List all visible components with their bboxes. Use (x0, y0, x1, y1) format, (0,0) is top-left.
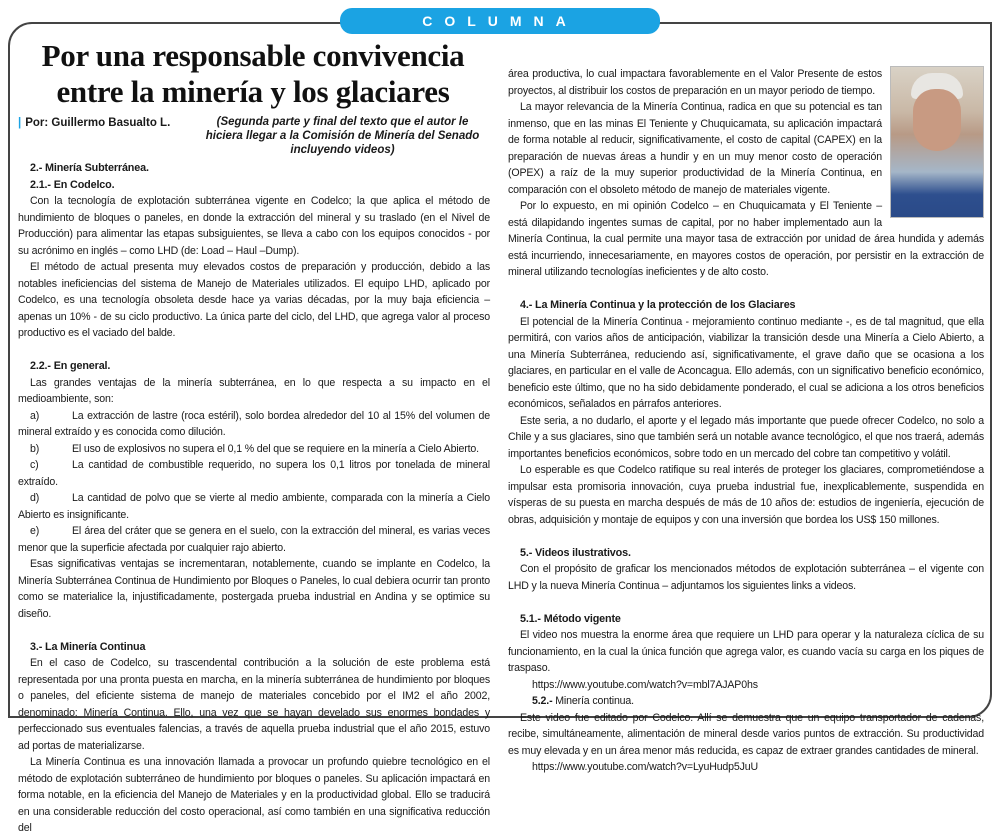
byline-bar: | (18, 117, 22, 129)
video-link-1[interactable]: https://www.youtube.com/watch?v=mbl7AJAP0hs (532, 678, 758, 691)
left-column (18, 160, 490, 837)
article-title: Por una responsable convivencia entre la minería y los glaciares (41, 38, 465, 109)
paragraph: Con el propósito de graficar los mencionados métodos de explotación subterránea – el vigente con LHD y la nueva Minería Continua – adjuntamos los siguientes links a videos. (508, 563, 984, 592)
paragraph: La Minería Continua es una innovación llamada a provocar un profundo quiebre tecnológico en el método de explotación subterráneo de hundimiento por bloques o paneles. Su aplicación impactará en forma notable, en la eficiencia del Manejo de Materiales y en la productividad global. Ello se traducirá en una considerable reducción del costo operacional, así como también en una significativa reducción del (18, 756, 490, 834)
section-banner: COLUMNA (340, 8, 660, 34)
paragraph: El video nos muestra la enorme área que requiere un LHD para operar y la naturaleza cíclica de su funcionamiento, en la cual la única función que agrega valor, es cuando vacía su carga en los piques de traspaso. (508, 629, 984, 674)
paragraph: Con la tecnología de explotación subterránea vigente en Codelco; la que aplica el método de hundimiento de bloques o paneles, en donde la extracción del mineral y su traslado (en el Nivel de Producción) para alimentar las etapas subsiguientes, se lleva a cabo con los equipos conocidos - por su acrónimo en inglés – como LHD (de: Load – Haul –Dump). (18, 195, 490, 257)
list-item: d) La cantidad de polvo que se vierte al medio ambiente, comparada con la minería a Cielo Abierto es insignificante. (18, 492, 490, 521)
right-column (508, 66, 984, 776)
paragraph: El potencial de la Minería Continua - mejoramiento continuo mediante -, es de tal magnitud, que ella permitirá, con varios años de anticipación, viabilizar la transición desde una Minería a Cielo Abierto, a una Minería Subterránea, reduciendo así, significativamente, el grave daño que se ocasiona a los glaciares, en particular en el valle de Aconcagua. Ello además, con un significativo beneficio económico, beneficio este último, que no ha sido debidamente ponderado, el cual se adiciona a los otros beneficios económicos, señalados en párrafos anteriores. (508, 315, 984, 410)
heading-mineria-continua-video: 5.2.- Minería continua. (532, 695, 634, 707)
paragraph: La mayor relevancia de la Minería Continua, radica en que su potencial es tan inmenso, que en las minas El Teniente y Chuquicamata, su aplicación impactará de forma notable al reducir, significativamente, el costo de capital (CAPEX) en la preparación de nuevas áreas a hundir y en un muy menor costo de operación (OPEX) a raíz de la muy superior productividad de la Minería Continua, en comparación con el obsoleto método de manejo de materiales vigente. (508, 101, 882, 196)
paragraph: Por lo expuesto, en mi opinión Codelco – en Chuquicamata y El Teniente – está dilapidando ingentes sumas de capital, por no haber implementado aun la Minería Continua, la cual permite una mayor tasa de extracción por unidad de área hundida y además está incurriendo, innecesariamente, en mayores costos de operación, por persistir en la extracción de mineral utilizando tecnologías ineficientes y de alto costo. (508, 200, 984, 278)
heading-proteccion-glaciares: 4.- La Minería Continua y la protección de los Glaciares (520, 299, 796, 311)
paragraph: área productiva, lo cual impactara favorablemente en el Valor Presente de estos proyectos, al distribuir los costos de preparación en un mayor periodo de tiempo. (508, 68, 882, 97)
author-photo (890, 66, 984, 218)
heading-mineria-subterranea: 2.- Minería Subterránea. (30, 162, 149, 174)
list-item: c) La cantidad de combustible requerido, no supera los 0,1 litros por tonelada de mineral extraído. (18, 459, 490, 488)
subtitle: (Segunda parte y final del texto que el autor le hiciera llegar a la Comisión de Minería del Senado incluyendo videos) (205, 116, 480, 156)
paragraph: En el caso de Codelco, su trascendental contribución a la solución de este problema está representada por una pronta puesta en marcha, en la minería subterránea de hundimiento por bloques o paneles, del eficiente sistema de manejo de materiales concebido por el IM2 el año 2002, denominado: Minería Continua. Ello, una vez que se hayan develado sus enormes bondades y perfeccionado sus eventuales falencias, a través de aquella prueba industrial que el año 2015, estuvo ad portas de materializarse. (18, 657, 490, 752)
heading-metodo-vigente: 5.1.- Método vigente (520, 612, 621, 625)
video-link-2[interactable]: https://www.youtube.com/watch?v=LyuHudp5JuU (532, 761, 759, 773)
list-item: b) El uso de explosivos no supera el 0,1 % del que se requiere en la minería a Cielo Abierto. (30, 442, 479, 455)
heading-videos: 5.- Videos ilustrativos. (520, 546, 631, 559)
heading-en-general: 2.2.- En general. (30, 360, 111, 372)
paragraph: Lo esperable es que Codelco ratifique su real interés de proteger los glaciares, comprometiéndose a impulsar esta promisoria innovación, cuya prueba industrial fue, inexplicablemente, suspendida en vísperas de su puesta en marcha después de más de 10 años de: estudios de ingeniería, ejecución de obras, adquisición y montaje de equipos y con una inversión que bordea los US$ 150 millones. (508, 464, 984, 526)
list-item: e) El área del cráter que se genera en el suelo, con la extracción del mineral, es varias veces menor que la superficie afectada por cualquier rajo abierto. (18, 525, 490, 554)
author: Por: Guillermo Basualto L. (25, 117, 171, 129)
list-item: a) La extracción de lastre (roca estéril), solo bordea alrededor del 10 al 15% del volumen de mineral extraído y es conocida como dilución. (18, 409, 490, 438)
paragraph: Las grandes ventajas de la minería subterránea, en lo que respecta a su impacto en el medioambiente, son: (18, 376, 490, 405)
paragraph: Esas significativas ventajas se incrementaran, notablemente, cuando se implante en Codelco, la Minería Subterránea Continua de Hundimiento por Bloques o Paneles, lo cual debiera ocurrir tan pronto como se materialice la, injustificadamente, postergada prueba industrial en Andina y se optimice su diseño. (18, 558, 490, 620)
heading-mineria-continua: 3.- La Minería Continua (30, 640, 146, 653)
byline (18, 117, 170, 129)
paragraph: El método de actual presenta muy elevados costos de preparación y producción, debido a las notables ineficiencias del sistema de Manejo de Materiales utilizados. El equipo LHD, aplicado por Codelco, es una tecnología obsoleta desde hace ya varias décadas, por la muy baja eficiencia – apenas un 10% - de su ciclo productivo. La única parte del ciclo, del LHD, que agrega valor al proceso productivo es el vaciado del balde. (18, 261, 490, 339)
paragraph: Este seria, a no dudarlo, el aporte y el legado más importante que puede ofrecer Codelco, no solo a Chile y a sus glaciares, sino que también será un notable avance tecnológico, el que nos traerá, además importantes beneficios económicos, sobre todo en un mercado del cobre tan competitivo y volátil. (508, 414, 984, 460)
paragraph: Este video fue editado por Codelco. Allí se demuestra que un equipo transportador de cadenas, recibe, simultáneamente, alimentación de mineral desde varios puntos de extracción. Su productividad es muy elevada y en un área menor más reducida, es capaz de extraer grandes cantidades de mineral. (508, 711, 984, 757)
heading-en-codelco: 2.1.- En Codelco. (30, 178, 115, 191)
